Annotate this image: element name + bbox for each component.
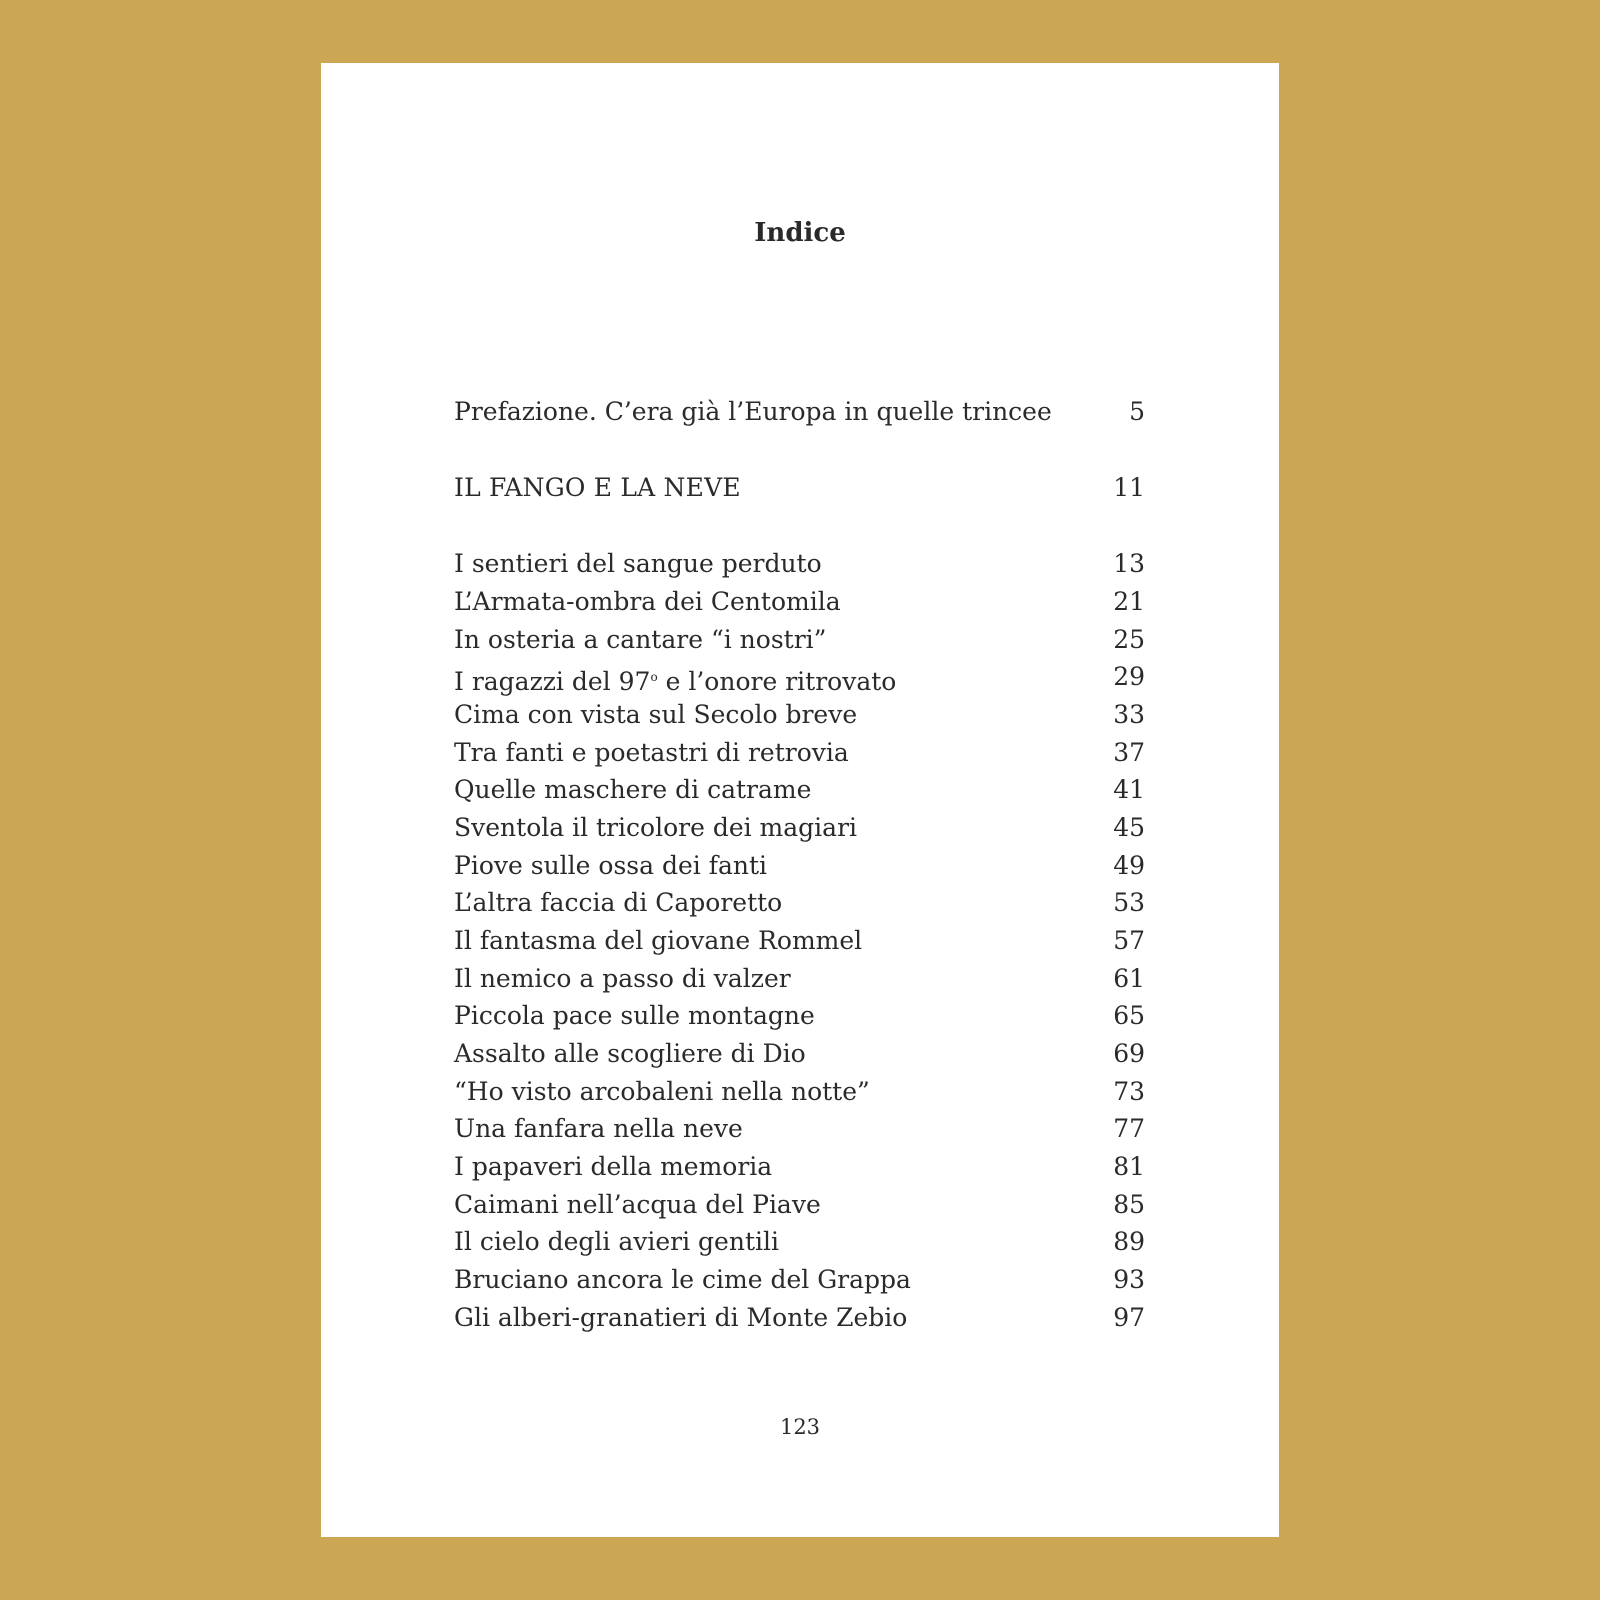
toc-entry-title: Prefazione. C’era già l’Europa in quelle trincee [454, 397, 1052, 426]
toc-entry [454, 1263, 1145, 1297]
toc-entry [454, 585, 1145, 619]
toc-entry-page: 25 [1113, 625, 1145, 654]
toc-entry [454, 1301, 1145, 1335]
toc-entry [454, 1150, 1145, 1184]
toc-entry-title: Assalto alle scogliere di Dio [454, 1039, 806, 1068]
toc-entry-page: 93 [1113, 1265, 1145, 1294]
toc-entry [454, 1112, 1145, 1146]
toc-entry-title: I papaveri della memoria [454, 1152, 773, 1181]
toc-entry-page: 5 [1129, 397, 1145, 426]
toc-entry-page: 77 [1113, 1114, 1145, 1143]
toc-entry [454, 924, 1145, 958]
toc-entry-title: Bruciano ancora le cime del Grappa [454, 1265, 911, 1294]
toc-entry [454, 849, 1145, 883]
section-title: IL FANGO E LA NEVE [454, 473, 741, 502]
toc-entry-title-part: I ragazzi del 97 [454, 667, 651, 696]
toc-entry [454, 1075, 1145, 1109]
toc-entry [454, 1225, 1145, 1259]
toc-entry-title: Gli alberi-granatieri di Monte Zebio [454, 1303, 908, 1332]
toc-entry [454, 886, 1145, 920]
toc-entry [454, 547, 1145, 581]
toc-entry-title: Una fanfara nella neve [454, 1114, 743, 1143]
toc-entry-page: 81 [1113, 1152, 1145, 1181]
toc-entry-page: 61 [1113, 964, 1145, 993]
toc-entry-page: 69 [1113, 1039, 1145, 1068]
toc-entry [454, 811, 1145, 845]
section-page: 11 [1113, 473, 1145, 502]
toc-entry-page: 49 [1113, 851, 1145, 880]
toc-entry-title: Cima con vista sul Secolo breve [454, 700, 858, 729]
toc-entry-page: 85 [1113, 1190, 1145, 1219]
toc-entry [454, 1037, 1145, 1071]
toc-entry-title: Piccola pace sulle montagne [454, 1001, 815, 1030]
toc-entry-title: Il nemico a passo di valzer [454, 964, 791, 993]
toc-entry-preface [454, 395, 1145, 429]
toc-entry-title: Tra fanti e poetastri di retrovia [454, 738, 849, 767]
toc-entry [454, 736, 1145, 770]
toc-entry-title-part: e l’onore ritrovato [657, 667, 897, 696]
toc-entry-page: 33 [1113, 700, 1145, 729]
toc-entry-title: Il cielo degli avieri gentili [454, 1227, 779, 1256]
toc-entry-page: 29 [1113, 662, 1145, 691]
toc-entry-title: I sentieri del sangue perduto [454, 549, 822, 578]
toc-entry-title: L’altra faccia di Caporetto [454, 888, 783, 917]
page-title: Indice [754, 218, 846, 248]
toc-entry [454, 1188, 1145, 1222]
toc-entry [454, 962, 1145, 996]
ordinal-superscript: o [650, 670, 658, 684]
toc-entry-title: In osteria a cantare “i nostri” [454, 625, 827, 654]
toc-entry-page: 45 [1113, 813, 1145, 842]
toc-entry-page: 65 [1113, 1001, 1145, 1030]
toc-entry-page: 41 [1113, 775, 1145, 804]
toc-entry [454, 698, 1145, 732]
toc-entry-page: 13 [1113, 549, 1145, 578]
toc-entry-title: Sventola il tricolore dei magiari [454, 813, 858, 842]
toc-entry-title: Il fantasma del giovane Rommel [454, 926, 863, 955]
toc-entry-title: “Ho visto arcobaleni nella notte” [454, 1077, 870, 1106]
toc-entry-title: Caimani nell’acqua del Piave [454, 1190, 821, 1219]
page-number: 123 [779, 1415, 821, 1439]
toc-entry-page: 73 [1113, 1077, 1145, 1106]
toc-entry-title: Quelle maschere di catrame [454, 775, 812, 804]
toc-entry [454, 660, 1145, 694]
toc-entry-title: L’Armata-ombra dei Centomila [454, 587, 841, 616]
toc-entry-page: 37 [1113, 738, 1145, 767]
toc-entry-title: Piove sulle ossa dei fanti [454, 851, 768, 880]
toc-entry-page: 97 [1113, 1303, 1145, 1332]
toc-entry-page: 57 [1113, 926, 1145, 955]
book-page [321, 63, 1279, 1537]
toc-entry-title [454, 660, 896, 699]
toc-entry-page: 53 [1113, 888, 1145, 917]
toc-entry [454, 623, 1145, 657]
toc-entry-page: 21 [1113, 587, 1145, 616]
toc-section-heading [454, 471, 1145, 505]
toc-entry [454, 999, 1145, 1033]
toc-entry [454, 773, 1145, 807]
toc-entry-page: 89 [1113, 1227, 1145, 1256]
